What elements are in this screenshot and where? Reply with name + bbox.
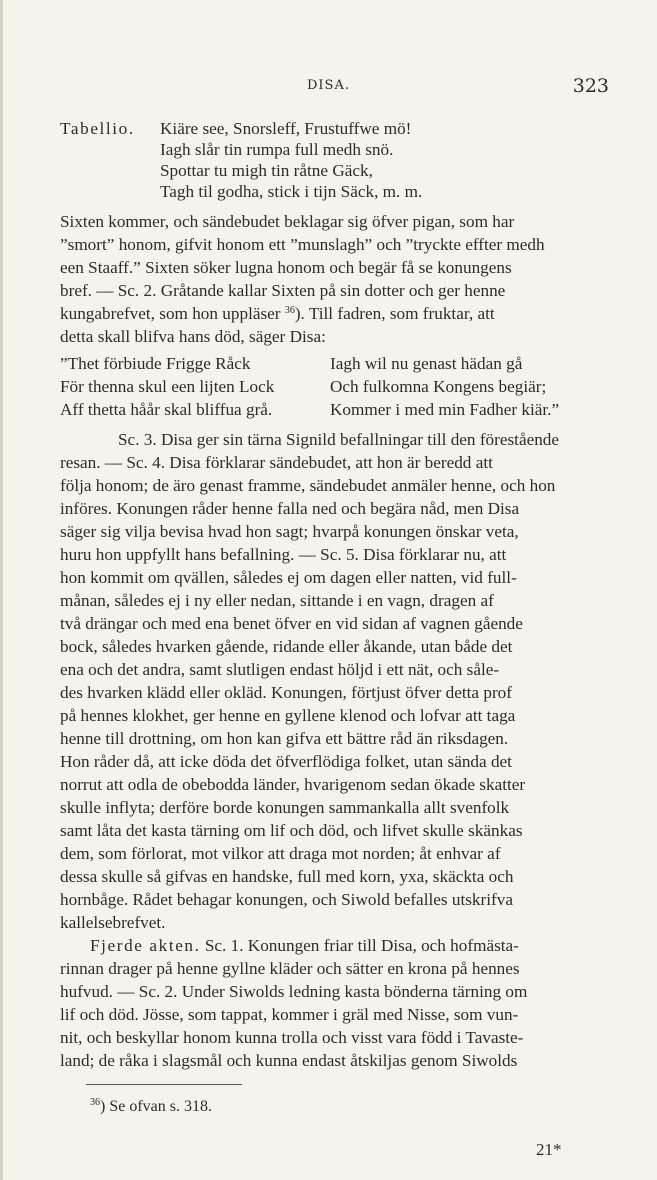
text-line: följa honom; de äro genast framme, sändebudet anmäler henne, och hon xyxy=(60,476,556,495)
text-line: hufvud. — Sc. 2. Under Siwolds ledning kasta bönderna tärning om xyxy=(60,982,528,1001)
verse-left-line: För thenna skul een lijten Lock xyxy=(60,377,275,396)
running-title: DISA. xyxy=(307,78,350,93)
footnote-mark: 36 xyxy=(90,1097,100,1108)
footnote-text: ) Se ofvan s. 318. xyxy=(100,1098,212,1115)
footnote-reference: 36 xyxy=(284,305,295,316)
text-line: på hennes klokhet, ger henne en gyllene klenod och lofvar att taga xyxy=(60,706,516,725)
verse-right-line: Iagh wil nu genast hädan gå xyxy=(330,354,523,373)
verse-line: Tagh til godha, stick i tijn Säck, m. m. xyxy=(160,182,423,201)
verse-line: Spottar tu migh tin råtne Gäck, xyxy=(160,161,373,180)
text-line: införes. Konungen råder henne falla ned och begära nåd, men Disa xyxy=(60,499,520,518)
act-heading: Fjerde akten. xyxy=(90,936,201,955)
signature-mark: 21* xyxy=(536,1140,562,1159)
page-number: 323 xyxy=(572,75,609,97)
text-line xyxy=(60,303,495,325)
text-line: dessa skulle så gifvas en handske, full med korn, yxa, skäckta och xyxy=(60,867,514,886)
text-line: kallelsebrefvet. xyxy=(60,913,166,932)
text-line: detta skall blifva hans död, säger Disa: xyxy=(60,327,326,346)
text-line: resan. — Sc. 4. Disa förklarar sändebudet, att hon är beredd att xyxy=(60,453,493,472)
text-line: hornbåge. Rådet behagar konungen, och Siwold befalles utskrifva xyxy=(60,890,513,909)
text-line: nit, och beskyllar honom kunna trolla och visst vara född i Tavaste- xyxy=(60,1028,524,1047)
text-line: dem, som förlorat, mot vilkor att draga mot norden; åt enhvar af xyxy=(60,844,501,863)
text-line: hon kommit om qvällen, således ej om dagen eller natten, vid full- xyxy=(60,568,517,587)
text-line: bock, således hvarken gående, ridande eller åkande, utan både det xyxy=(60,637,513,656)
text-line: land; de råka i slagsmål och kunna endast åtskiljas genom Siwolds xyxy=(60,1051,518,1070)
text-line: lif och död. Jösse, som tappat, kommer i gräl med Nisse, som vun- xyxy=(60,1005,519,1024)
text-fragment: kungabrefvet, som hon uppläser xyxy=(60,304,285,323)
page-edge xyxy=(0,0,3,1180)
verse-line: Kiäre see, Snorsleff, Frustuffwe mö! xyxy=(160,119,412,138)
text-line: Hon råder då, att icke döda det öfverflödiga folket, utan sända det xyxy=(60,752,512,771)
text-fragment: ). Till fadren, som fruktar, att xyxy=(294,304,495,323)
verse-right-line: Och fulkomna Kongens begiär; xyxy=(330,377,547,396)
text-line xyxy=(90,935,519,957)
verse-line: Iagh slår tin rumpa full medh snö. xyxy=(160,140,394,159)
text-line: samt låta det kasta tärning om lif och död, och lifvet skulle skänkas xyxy=(60,821,523,840)
footnote-rule xyxy=(86,1084,242,1085)
text-line: ”smort” honom, gifvit honom ett ”munslagh” och ”tryckte effter medh xyxy=(60,235,545,254)
text-line: månan, således ej i ny eller nedan, sittande i en vagn, dragen af xyxy=(60,591,494,610)
text-line: två drängar och med ena benet öfver en vid sidan af vagnen gående xyxy=(60,614,523,633)
text-line: säger sig vilja bevisa hvad hon sagt; hvarpå konungen önskar veta, xyxy=(60,522,519,541)
text-line: rinnan drager på henne gyllne kläder och sätter en krona på hennes xyxy=(60,959,520,978)
verse-left-line: ”Thet förbiude Frigge Råck xyxy=(60,354,251,373)
text-line: Sc. 3. Disa ger sin tärna Signild befallningar till den förestående xyxy=(118,430,560,449)
text-line: des hvarken klädd eller okläd. Konungen, förtjust öfver detta prof xyxy=(60,683,512,702)
text-line: norrut att odla de obebodda länder, hvarigenom sedan ökade skatter xyxy=(60,775,526,794)
text-line: skulle inflyta; derföre borde konungen sammankalla allt svenfolk xyxy=(60,798,510,817)
footnote xyxy=(90,1098,212,1116)
text-line: henne till drottning, om hon kan gifva ett bättre råd än riksdagen. xyxy=(60,729,509,748)
text-line: bref. — Sc. 2. Gråtande kallar Sixten på sin dotter och ger henne xyxy=(60,281,506,300)
text-line: een Staaff.” Sixten söker lugna honom och begär få se konungens xyxy=(60,258,512,277)
speaker-name: Tabellio. xyxy=(60,119,135,138)
text-line: Sixten kommer, och sändebudet beklagar sig öfver pigan, som har xyxy=(60,212,515,231)
verse-left-line: Aff thetta håår skal bliffua grå. xyxy=(60,400,273,419)
text-line: huru hon uppfyllt hans befallning. — Sc. 5. Disa förklarar nu, att xyxy=(60,545,507,564)
text-fragment: Sc. 1. Konungen friar till Disa, och hofmästa- xyxy=(200,936,519,955)
text-line: ena och det andra, samt slutligen endast höljd i ett nät, och såle- xyxy=(60,660,500,679)
verse-right-line: Kommer i med min Fadher kiär.” xyxy=(330,400,560,419)
